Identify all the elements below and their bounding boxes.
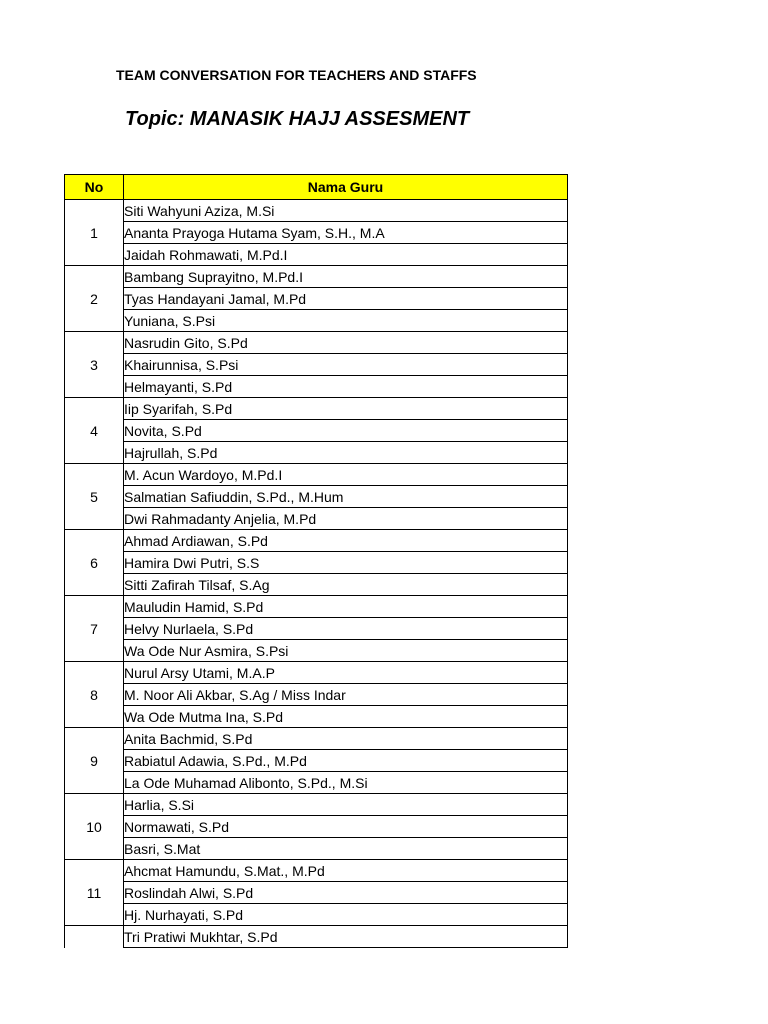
table-header-row xyxy=(65,175,568,200)
teacher-name-cell: Hajrullah, S.Pd xyxy=(124,442,568,464)
teacher-name-cell: Khairunnisa, S.Psi xyxy=(124,354,568,376)
table-row xyxy=(65,332,568,354)
group-number-cell: 10 xyxy=(65,794,124,860)
teacher-name-cell: Harlia, S.Si xyxy=(124,794,568,816)
table-row xyxy=(65,354,568,376)
column-header-nama-guru: Nama Guru xyxy=(124,175,568,200)
group-number-cell: 8 xyxy=(65,662,124,728)
group-number-cell: 2 xyxy=(65,266,124,332)
table-body xyxy=(65,200,568,948)
teacher-name-cell: Basri, S.Mat xyxy=(124,838,568,860)
table-row xyxy=(65,486,568,508)
table-row xyxy=(65,838,568,860)
table-row xyxy=(65,860,568,882)
column-header-no: No xyxy=(65,175,124,200)
group-number-cell: 6 xyxy=(65,530,124,596)
teacher-name-cell: Nasrudin Gito, S.Pd xyxy=(124,332,568,354)
teacher-name-cell: Ahmad Ardiawan, S.Pd xyxy=(124,530,568,552)
document-heading: TEAM CONVERSATION FOR TEACHERS AND STAFFS xyxy=(116,67,477,83)
table-row xyxy=(65,288,568,310)
table-row xyxy=(65,530,568,552)
teacher-name-cell: Hj. Nurhayati, S.Pd xyxy=(124,904,568,926)
teacher-name-cell: Roslindah Alwi, S.Pd xyxy=(124,882,568,904)
table-row xyxy=(65,750,568,772)
teacher-name-cell: Ananta Prayoga Hutama Syam, S.H., M.A xyxy=(124,222,568,244)
table-row xyxy=(65,882,568,904)
teacher-name-cell: Jaidah Rohmawati, M.Pd.I xyxy=(124,244,568,266)
table-row xyxy=(65,442,568,464)
teacher-name-cell: Ahcmat Hamundu, S.Mat., M.Pd xyxy=(124,860,568,882)
teacher-name-cell: Yuniana, S.Psi xyxy=(124,310,568,332)
table-row xyxy=(65,464,568,486)
teacher-name-cell: Wa Ode Mutma Ina, S.Pd xyxy=(124,706,568,728)
table-row xyxy=(65,200,568,222)
table-row xyxy=(65,662,568,684)
table-row xyxy=(65,772,568,794)
table-row xyxy=(65,596,568,618)
teacher-name-cell: Normawati, S.Pd xyxy=(124,816,568,838)
table-row xyxy=(65,398,568,420)
teacher-name-cell: Mauludin Hamid, S.Pd xyxy=(124,596,568,618)
teacher-name-cell: Hamira Dwi Putri, S.S xyxy=(124,552,568,574)
teacher-name-cell: Tri Pratiwi Mukhtar, S.Pd xyxy=(124,926,568,948)
teacher-name-cell: M. Noor Ali Akbar, S.Ag / Miss Indar xyxy=(124,684,568,706)
group-number-cell: 11 xyxy=(65,860,124,926)
teacher-name-cell: Wa Ode Nur Asmira, S.Psi xyxy=(124,640,568,662)
table-row xyxy=(65,728,568,750)
group-number-cell: 4 xyxy=(65,398,124,464)
table-row xyxy=(65,926,568,948)
teacher-name-cell: Anita Bachmid, S.Pd xyxy=(124,728,568,750)
table-row xyxy=(65,222,568,244)
group-number-cell: 7 xyxy=(65,596,124,662)
table-row xyxy=(65,244,568,266)
table-row xyxy=(65,310,568,332)
teacher-name-cell: Tyas Handayani Jamal, M.Pd xyxy=(124,288,568,310)
table-row xyxy=(65,552,568,574)
teacher-name-cell: Rabiatul Adawia, S.Pd., M.Pd xyxy=(124,750,568,772)
table-row xyxy=(65,266,568,288)
teacher-name-cell: La Ode Muhamad Alibonto, S.Pd., M.Si xyxy=(124,772,568,794)
teacher-name-cell: Dwi Rahmadanty Anjelia, M.Pd xyxy=(124,508,568,530)
teacher-name-cell: Helmayanti, S.Pd xyxy=(124,376,568,398)
document-topic: Topic: MANASIK HAJJ ASSESMENT xyxy=(125,108,470,130)
teacher-name-cell: Salmatian Safiuddin, S.Pd., M.Hum xyxy=(124,486,568,508)
group-number-cell: 3 xyxy=(65,332,124,398)
teacher-name-cell: Novita, S.Pd xyxy=(124,420,568,442)
group-number-cell: 1 xyxy=(65,200,124,266)
group-number-cell: 9 xyxy=(65,728,124,794)
teacher-name-cell: Bambang Suprayitno, M.Pd.I xyxy=(124,266,568,288)
teacher-name-cell: Iip Syarifah, S.Pd xyxy=(124,398,568,420)
teacher-roster-table xyxy=(64,174,568,948)
table-row xyxy=(65,640,568,662)
teacher-name-cell: Sitti Zafirah Tilsaf, S.Ag xyxy=(124,574,568,596)
table-row xyxy=(65,420,568,442)
teacher-name-cell: Nurul Arsy Utami, M.A.P xyxy=(124,662,568,684)
table-row xyxy=(65,508,568,530)
teacher-name-cell: M. Acun Wardoyo, M.Pd.I xyxy=(124,464,568,486)
teacher-name-cell: Helvy Nurlaela, S.Pd xyxy=(124,618,568,640)
table-row xyxy=(65,816,568,838)
group-number-cell xyxy=(65,926,124,948)
teacher-name-cell: Siti Wahyuni Aziza, M.Si xyxy=(124,200,568,222)
table-row xyxy=(65,574,568,596)
table-row xyxy=(65,706,568,728)
table-row xyxy=(65,904,568,926)
table-row xyxy=(65,618,568,640)
group-number-cell: 5 xyxy=(65,464,124,530)
table-row xyxy=(65,794,568,816)
table-row xyxy=(65,376,568,398)
table-row xyxy=(65,684,568,706)
